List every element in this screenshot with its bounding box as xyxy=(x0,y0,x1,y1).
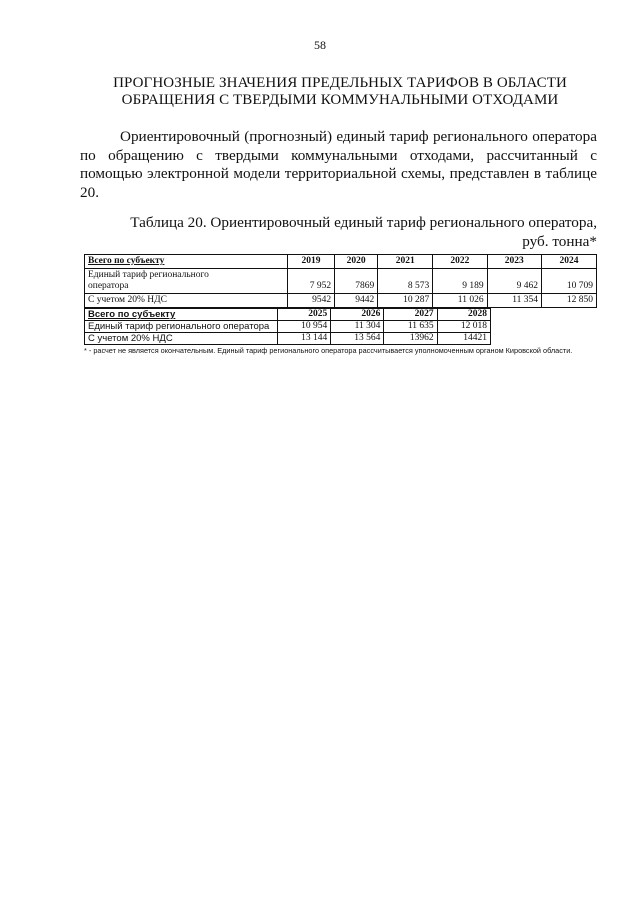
table-header-row xyxy=(85,309,491,321)
caption-line-2: руб. тонна* xyxy=(522,232,597,250)
table-row xyxy=(85,321,491,333)
table-footnote: * - расчет не является окончательным. Единый тариф регионального оператора рассчитывается уполномоченным органом Кировской области. xyxy=(84,346,573,355)
heading-line-2: ОБРАЩЕНИЯ С ТВЕРДЫМИ КОММУНАЛЬНЫМИ ОТХОДАМИ xyxy=(121,92,559,108)
table-row xyxy=(85,333,491,345)
table-header-row xyxy=(85,255,597,269)
tariff-table-2025-2028 xyxy=(84,308,491,345)
table-cell: 9542 xyxy=(288,294,335,308)
row-label xyxy=(85,269,288,294)
table-cell: 13 144 xyxy=(278,333,331,345)
table-cell: 10 709 xyxy=(541,269,596,294)
year-header: 2019 xyxy=(288,255,335,269)
year-header: 2027 xyxy=(384,309,437,321)
year-header: 2020 xyxy=(335,255,378,269)
table-row xyxy=(85,294,597,308)
row-label: Единый тариф регионального оператора xyxy=(85,321,278,333)
year-header: 2022 xyxy=(433,255,487,269)
year-header: 2026 xyxy=(331,309,384,321)
table-cell: 11 026 xyxy=(433,294,487,308)
caption-line-1: Таблица 20. Ориентировочный единый тариф регионального оператора, xyxy=(130,214,597,231)
row-label-line-2: оператора xyxy=(88,281,129,291)
table-cell: 9442 xyxy=(335,294,378,308)
table-cell: 14421 xyxy=(437,333,490,345)
table-cell: 9 462 xyxy=(487,269,541,294)
header-label: Всего по субъекту xyxy=(85,255,288,269)
table-cell: 12 850 xyxy=(541,294,596,308)
table-cell: 13 564 xyxy=(331,333,384,345)
table-cell: 10 954 xyxy=(278,321,331,333)
year-header: 2023 xyxy=(487,255,541,269)
table-cell: 10 287 xyxy=(378,294,433,308)
section-heading xyxy=(80,75,600,109)
body-paragraph: Ориентировочный (прогнозный) единый тариф регионального оператора по обращению с твердыми коммунальными отходами, рассчитанный с помощью электронной модели территориальной схемы, представлен в таблице 20. xyxy=(80,128,597,201)
tariff-table-2019-2024 xyxy=(84,254,597,308)
table-cell: 11 304 xyxy=(331,321,384,333)
year-header: 2025 xyxy=(278,309,331,321)
page-number: 58 xyxy=(314,38,326,52)
table-caption xyxy=(120,214,597,251)
year-header: 2024 xyxy=(541,255,596,269)
table-cell: 8 573 xyxy=(378,269,433,294)
header-label: Всего по субъекту xyxy=(85,309,278,321)
table-cell: 7869 xyxy=(335,269,378,294)
table-row xyxy=(85,269,597,294)
table-cell: 11 635 xyxy=(384,321,437,333)
year-header: 2021 xyxy=(378,255,433,269)
table-cell: 9 189 xyxy=(433,269,487,294)
heading-line-1: ПРОГНОЗНЫЕ ЗНАЧЕНИЯ ПРЕДЕЛЬНЫХ ТАРИФОВ В ОБЛАСТИ xyxy=(113,75,567,91)
tariff-tables xyxy=(84,254,597,355)
year-header: 2028 xyxy=(437,309,490,321)
row-label-line-1: Единый тариф регионального xyxy=(88,270,209,280)
table-cell: 7 952 xyxy=(288,269,335,294)
row-label: С учетом 20% НДС xyxy=(85,294,288,308)
table-cell: 13962 xyxy=(384,333,437,345)
row-label: С учетом 20% НДС xyxy=(85,333,278,345)
table-cell: 12 018 xyxy=(437,321,490,333)
table-cell: 11 354 xyxy=(487,294,541,308)
